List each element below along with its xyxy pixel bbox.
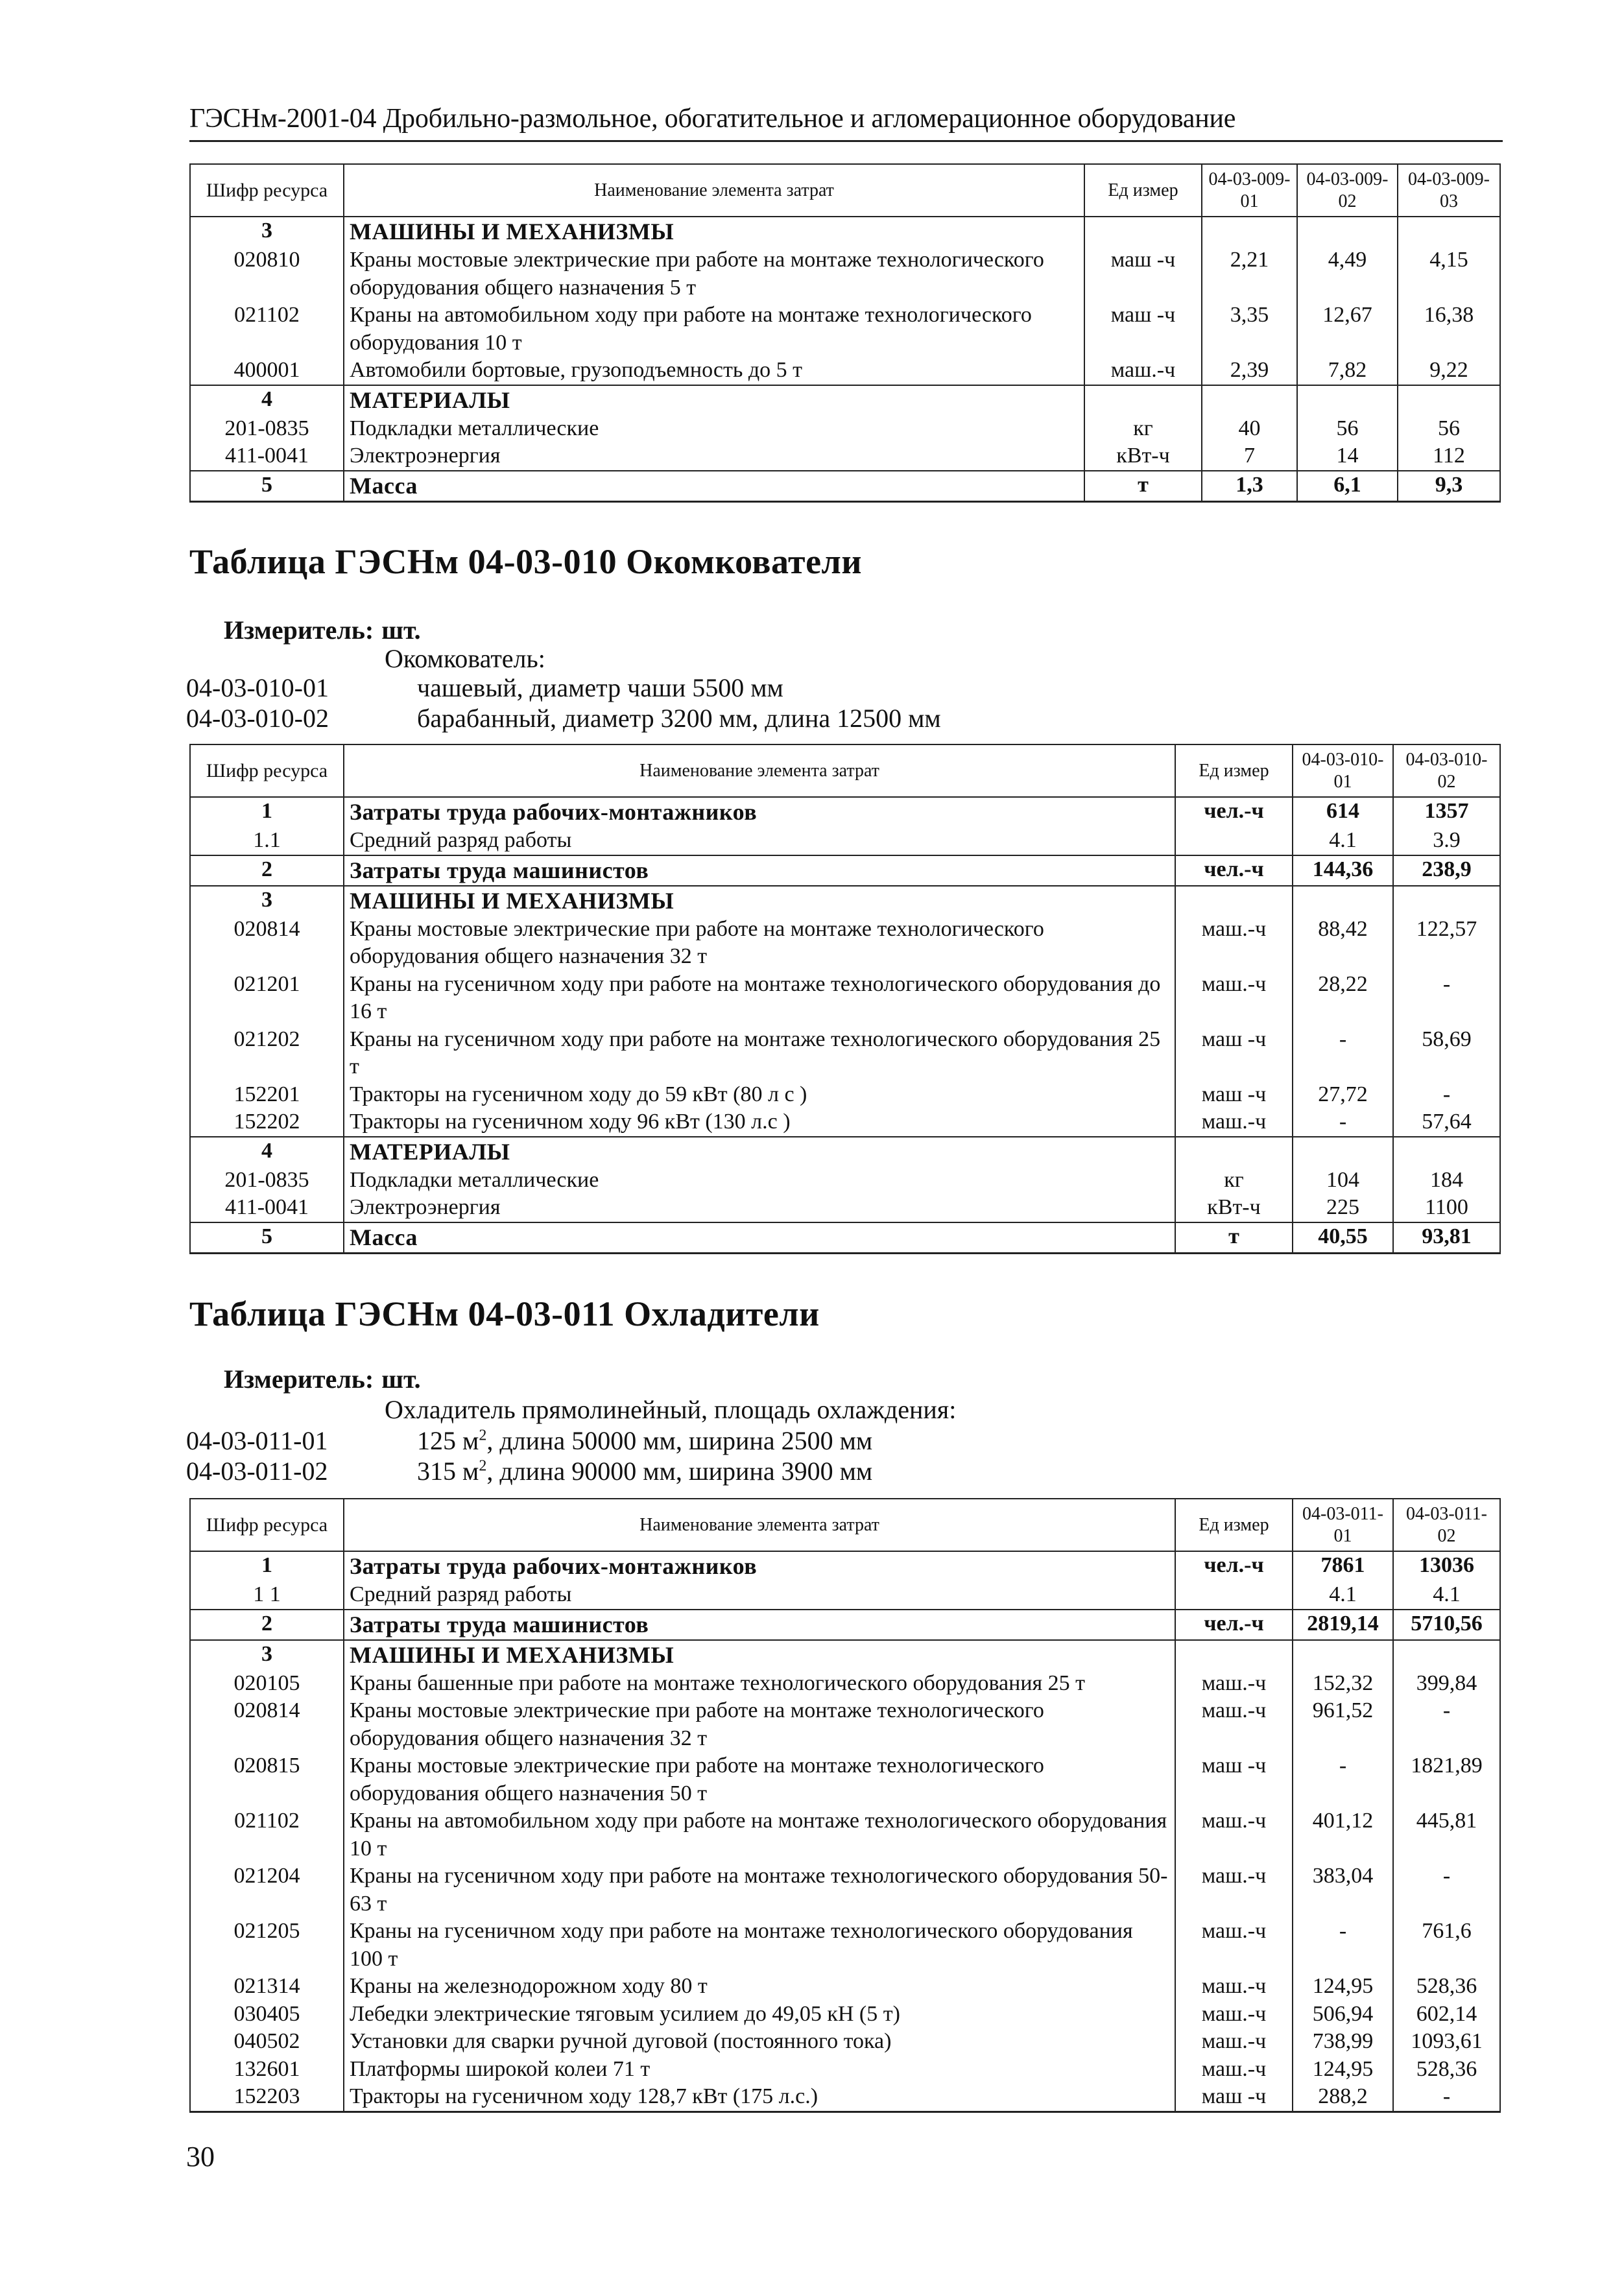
value-cell: - <box>1393 2083 1500 2112</box>
section-row <box>190 1222 1500 1254</box>
value-cell: 506,94 <box>1293 2001 1393 2029</box>
value-cell: - <box>1393 1862 1500 1918</box>
column-header-name: Наименование элемента затрат <box>344 744 1175 797</box>
column-header-code: Шифр ресурса <box>190 744 344 797</box>
unit-cell: маш.-ч <box>1175 1807 1293 1862</box>
table-row <box>190 2056 1500 2084</box>
value-cell: 104 <box>1293 1167 1393 1195</box>
value-cell <box>1293 1137 1393 1167</box>
section-row <box>190 1551 1500 1581</box>
resource-code-cell: 1 <box>190 797 344 827</box>
unit-cell: маш -ч <box>1175 1752 1293 1807</box>
table-row <box>190 1167 1500 1195</box>
variant-description: 125 $м^2$, длина 50000 мм, ширина 2500 мм <box>417 1426 873 1455</box>
table-row <box>190 357 1500 385</box>
resource-name-cell: МАТЕРИАЛЫ <box>344 1137 1175 1167</box>
resource-code-cell: 021205 <box>190 1918 344 1973</box>
resource-code-cell: 132601 <box>190 2056 344 2084</box>
value-cell: 6,1 <box>1297 471 1398 502</box>
column-header-unit: Ед измер <box>1175 744 1293 797</box>
section-row <box>190 385 1500 415</box>
variant-intro: Окомкователь: <box>385 644 545 673</box>
resource-code-cell: 152202 <box>190 1108 344 1137</box>
column-header-variant: 04-03-009-02 <box>1297 164 1398 217</box>
resource-code-cell: 4 <box>190 1137 344 1167</box>
resource-code-cell: 201-0835 <box>190 415 344 443</box>
variant-line <box>186 1456 872 1486</box>
unit-cell: маш -ч <box>1175 2083 1293 2112</box>
unit-cell: чел.-ч <box>1175 855 1293 886</box>
resource-code-cell: 020810 <box>190 246 344 302</box>
value-cell <box>1202 385 1297 415</box>
resource-name-cell: Масса <box>344 1222 1175 1254</box>
value-cell: - <box>1393 971 1500 1026</box>
unit-cell: т <box>1084 471 1202 502</box>
variant-intro: Охладитель прямолинейный, площадь охлаждения: <box>385 1395 957 1424</box>
value-cell: 88,42 <box>1293 916 1393 971</box>
table-row <box>190 2028 1500 2056</box>
resource-name-cell: Подкладки металлические <box>344 1167 1175 1195</box>
value-cell: 761,6 <box>1393 1918 1500 1973</box>
value-cell: 4.1 <box>1393 1581 1500 1610</box>
resource-code-cell: 152203 <box>190 2083 344 2112</box>
value-cell: - <box>1393 1081 1500 1109</box>
column-header-variant: 04-03-011-02 <box>1393 1499 1500 1551</box>
table-title: Таблица ГЭСНм 04-03-010 Окомкователи <box>189 542 862 581</box>
unit-cell: маш.-ч <box>1175 971 1293 1026</box>
unit-cell <box>1175 1640 1293 1670</box>
unit-cell: чел.-ч <box>1175 1551 1293 1581</box>
section-row <box>190 886 1500 916</box>
column-header-name: Наименование элемента затрат <box>344 1499 1175 1551</box>
resource-name-cell: Электроэнергия <box>344 442 1084 471</box>
variant-line <box>186 703 941 733</box>
table-row <box>190 827 1500 855</box>
meter-line <box>224 1364 421 1394</box>
resource-name-cell: Тракторы на гусеничном ходу 128,7 кВт (175 л.с.) <box>344 2083 1175 2112</box>
column-header-unit: Ед измер <box>1084 164 1202 217</box>
column-header-unit: Ед измер <box>1175 1499 1293 1551</box>
value-cell: 3.9 <box>1393 827 1500 855</box>
resource-name-cell: Краны на гусеничном ходу при работе на монтаже технологического оборудования 25 т <box>344 1026 1175 1081</box>
resource-code-cell: 020814 <box>190 916 344 971</box>
unit-cell: кВт-ч <box>1175 1194 1293 1222</box>
unit-cell: маш.-ч <box>1175 1697 1293 1752</box>
value-cell: 9,22 <box>1398 357 1500 385</box>
unit-cell <box>1175 1137 1293 1167</box>
page-number: 30 <box>186 2141 215 2172</box>
resource-code-cell: 021202 <box>190 1026 344 1081</box>
unit-cell: маш -ч <box>1175 1081 1293 1109</box>
value-cell: 2819,14 <box>1293 1610 1393 1640</box>
resource-code-cell: 4 <box>190 385 344 415</box>
resource-name-cell: Краны мостовые электрические при работе на монтаже технологического оборудования общего назначения 32 т <box>344 1697 1175 1752</box>
resource-code-cell: 1 1 <box>190 1581 344 1610</box>
value-cell: 445,81 <box>1393 1807 1500 1862</box>
value-cell <box>1297 385 1398 415</box>
resource-name-cell: Затраты труда машинистов <box>344 855 1175 886</box>
value-cell: 16,38 <box>1398 302 1500 357</box>
value-cell: 1821,89 <box>1393 1752 1500 1807</box>
value-cell: 1100 <box>1393 1194 1500 1222</box>
unit-cell: маш -ч <box>1084 246 1202 302</box>
value-cell <box>1398 217 1500 246</box>
value-cell: 9,3 <box>1398 471 1500 502</box>
resource-name-cell: Затраты труда рабочих-монтажников <box>344 1551 1175 1581</box>
section-row <box>190 797 1500 827</box>
section-row <box>190 471 1500 502</box>
table-row <box>190 1697 1500 1752</box>
value-cell: 56 <box>1398 415 1500 443</box>
value-cell <box>1393 886 1500 916</box>
table-header-row <box>190 744 1500 797</box>
unit-cell <box>1175 886 1293 916</box>
variant-description: барабанный, диаметр 3200 мм, длина 12500 мм <box>417 704 941 733</box>
table-row <box>190 1670 1500 1698</box>
value-cell: 1093,61 <box>1393 2028 1500 2056</box>
value-cell: 238,9 <box>1393 855 1500 886</box>
value-cell: 144,36 <box>1293 855 1393 886</box>
value-cell: 14 <box>1297 442 1398 471</box>
resource-code-cell: 1 <box>190 1551 344 1581</box>
resource-name-cell: Затраты труда рабочих-монтажников <box>344 797 1175 827</box>
resource-code-cell: 411-0041 <box>190 1194 344 1222</box>
resource-code-cell: 400001 <box>190 357 344 385</box>
resource-code-cell: 152201 <box>190 1081 344 1109</box>
resource-name-cell: Масса <box>344 471 1084 502</box>
value-cell: 1357 <box>1393 797 1500 827</box>
resource-code-cell: 5 <box>190 471 344 502</box>
unit-cell: маш.-ч <box>1175 1918 1293 1973</box>
resource-name-cell: Тракторы на гусеничном ходу 96 кВт (130 л.с ) <box>344 1108 1175 1137</box>
table-row <box>190 1973 1500 2001</box>
value-cell: 1,3 <box>1202 471 1297 502</box>
resource-code-cell: 021201 <box>190 971 344 1026</box>
resource-name-cell: Средний разряд работы <box>344 827 1175 855</box>
resource-code-cell: 3 <box>190 886 344 916</box>
unit-cell: маш -ч <box>1084 302 1202 357</box>
column-header-variant: 04-03-009-03 <box>1398 164 1500 217</box>
value-cell: 12,67 <box>1297 302 1398 357</box>
resource-name-cell: Подкладки металлические <box>344 415 1084 443</box>
table-row <box>190 916 1500 971</box>
value-cell: - <box>1393 1697 1500 1752</box>
resource-code-cell: 411-0041 <box>190 442 344 471</box>
value-cell: 2,39 <box>1202 357 1297 385</box>
table-row <box>190 1807 1500 1862</box>
column-header-variant: 04-03-011-01 <box>1293 1499 1393 1551</box>
value-cell: 2,21 <box>1202 246 1297 302</box>
table-row <box>190 1081 1500 1109</box>
unit-cell: кВт-ч <box>1084 442 1202 471</box>
table-header-row <box>190 164 1500 217</box>
value-cell: 93,81 <box>1393 1222 1500 1254</box>
resource-code-cell: 021102 <box>190 302 344 357</box>
meter-label: Измеритель: <box>224 1364 374 1394</box>
resource-code-cell: 040502 <box>190 2028 344 2056</box>
resource-name-cell: Электроэнергия <box>344 1194 1175 1222</box>
variant-code: 04-03-011-01 <box>186 1426 328 1455</box>
resource-name-cell: Краны на автомобильном ходу при работе на монтаже технологического оборудования 10 т <box>344 1807 1175 1862</box>
table-row <box>190 1918 1500 1973</box>
unit-cell: маш.-ч <box>1175 916 1293 971</box>
unit-cell <box>1084 385 1202 415</box>
value-cell: 288,2 <box>1293 2083 1393 2112</box>
value-cell <box>1398 385 1500 415</box>
value-cell <box>1293 886 1393 916</box>
value-cell: 4,15 <box>1398 246 1500 302</box>
value-cell: 401,12 <box>1293 1807 1393 1862</box>
resource-code-cell: 2 <box>190 855 344 886</box>
resource-name-cell: Краны на гусеничном ходу при работе на монтаже технологического оборудования 100 т <box>344 1918 1175 1973</box>
table-row <box>190 1862 1500 1918</box>
unit-cell: маш.-ч <box>1175 1670 1293 1698</box>
unit-cell: маш.-ч <box>1175 1108 1293 1137</box>
variant-description: 315 $м^2$, длина 90000 мм, ширина 3900 мм <box>417 1457 873 1486</box>
value-cell <box>1393 1640 1500 1670</box>
value-cell: 27,72 <box>1293 1081 1393 1109</box>
resource-code-cell: 021314 <box>190 1973 344 2001</box>
variant-code: 04-03-010-01 <box>186 673 329 702</box>
resource-name-cell: МАШИНЫ И МЕХАНИЗМЫ <box>344 217 1084 246</box>
resource-name-cell: Краны мостовые электрические при работе на монтаже технологического оборудования общего назначения 5 т <box>344 246 1084 302</box>
value-cell: 28,22 <box>1293 971 1393 1026</box>
unit-cell <box>1084 217 1202 246</box>
section-row <box>190 1640 1500 1670</box>
resource-code-cell: 030405 <box>190 2001 344 2029</box>
variant-description: чашевый, диаметр чаши 5500 мм <box>417 673 783 702</box>
resource-name-cell: МАШИНЫ И МЕХАНИЗМЫ <box>344 886 1175 916</box>
value-cell <box>1393 1137 1500 1167</box>
table-row <box>190 1194 1500 1222</box>
unit-cell: маш.-ч <box>1175 2028 1293 2056</box>
table-title: Таблица ГЭСНм 04-03-011 Охладители <box>189 1294 820 1333</box>
resource-name-cell: Средний разряд работы <box>344 1581 1175 1610</box>
value-cell <box>1293 1640 1393 1670</box>
unit-cell: кг <box>1084 415 1202 443</box>
table-row <box>190 442 1500 471</box>
value-cell: 614 <box>1293 797 1393 827</box>
unit-cell <box>1175 827 1293 855</box>
value-cell: 13036 <box>1393 1551 1500 1581</box>
table-row <box>190 1108 1500 1137</box>
value-cell: 528,36 <box>1393 2056 1500 2084</box>
value-cell: 528,36 <box>1393 1973 1500 2001</box>
resource-name-cell: Краны на автомобильном ходу при работе на монтаже технологического оборудования 10 т <box>344 302 1084 357</box>
table-row <box>190 2083 1500 2112</box>
unit-cell: маш.-ч <box>1175 2056 1293 2084</box>
table-row <box>190 1581 1500 1610</box>
section-row <box>190 217 1500 246</box>
resource-name-cell: Краны на гусеничном ходу при работе на монтаже технологического оборудования 50-63 т <box>344 1862 1175 1918</box>
resource-name-cell: Краны на гусеничном ходу при работе на монтаже технологического оборудования до 16 т <box>344 971 1175 1026</box>
unit-cell: маш -ч <box>1175 1026 1293 1081</box>
value-cell: 58,69 <box>1393 1026 1500 1081</box>
unit-cell: чел.-ч <box>1175 1610 1293 1640</box>
section-row <box>190 1137 1500 1167</box>
resource-code-cell: 020105 <box>190 1670 344 1698</box>
table-row <box>190 415 1500 443</box>
value-cell: 5710,56 <box>1393 1610 1500 1640</box>
value-cell <box>1202 217 1297 246</box>
resource-name-cell: Лебедки электрические тяговым усилием до 49,05 кН (5 т) <box>344 2001 1175 2029</box>
table-row <box>190 2001 1500 2029</box>
resource-code-cell: 201-0835 <box>190 1167 344 1195</box>
value-cell: 4.1 <box>1293 1581 1393 1610</box>
value-cell: 40,55 <box>1293 1222 1393 1254</box>
value-cell: 399,84 <box>1393 1670 1500 1698</box>
resource-name-cell: Тракторы на гусеничном ходу до 59 кВт (80 л с ) <box>344 1081 1175 1109</box>
resource-table-04-03-009 <box>189 163 1501 503</box>
variant-line <box>186 672 783 703</box>
value-cell: 112 <box>1398 442 1500 471</box>
meter-value: шт. <box>381 615 421 645</box>
resource-code-cell: 3 <box>190 217 344 246</box>
variant-code: 04-03-011-02 <box>186 1457 328 1486</box>
resource-code-cell: 021102 <box>190 1807 344 1862</box>
value-cell: 4.1 <box>1293 827 1393 855</box>
resource-name-cell: МАТЕРИАЛЫ <box>344 385 1084 415</box>
variant-code: 04-03-010-02 <box>186 704 329 733</box>
unit-cell: кг <box>1175 1167 1293 1195</box>
value-cell: 7 <box>1202 442 1297 471</box>
section-row <box>190 855 1500 886</box>
value-cell: 961,52 <box>1293 1697 1393 1752</box>
column-header-variant: 04-03-010-01 <box>1293 744 1393 797</box>
resource-name-cell: Платформы широкой колеи 71 т <box>344 2056 1175 2084</box>
table-row <box>190 302 1500 357</box>
value-cell: 7861 <box>1293 1551 1393 1581</box>
column-header-code: Шифр ресурса <box>190 164 344 217</box>
value-cell: 124,95 <box>1293 1973 1393 2001</box>
value-cell: 383,04 <box>1293 1862 1393 1918</box>
value-cell: 57,64 <box>1393 1108 1500 1137</box>
table-row <box>190 246 1500 302</box>
resource-name-cell: МАШИНЫ И МЕХАНИЗМЫ <box>344 1640 1175 1670</box>
table-header-row <box>190 1499 1500 1551</box>
value-cell: 40 <box>1202 415 1297 443</box>
value-cell: 602,14 <box>1393 2001 1500 2029</box>
value-cell: - <box>1293 1026 1393 1081</box>
resource-name-cell: Краны мостовые электрические при работе на монтаже технологического оборудования общего назначения 32 т <box>344 916 1175 971</box>
value-cell: 225 <box>1293 1194 1393 1222</box>
resource-code-cell: 020814 <box>190 1697 344 1752</box>
resource-name-cell: Краны на железнодорожном ходу 80 т <box>344 1973 1175 2001</box>
running-header: ГЭСНм-2001-04 Дробильно-размольное, обогатительное и агломерационное оборудование <box>189 102 1503 142</box>
table-row <box>190 1752 1500 1807</box>
unit-cell: маш.-ч <box>1175 2001 1293 2029</box>
variant-line <box>186 1425 872 1456</box>
column-header-variant: 04-03-009-01 <box>1202 164 1297 217</box>
value-cell: 152,32 <box>1293 1670 1393 1698</box>
unit-cell: т <box>1175 1222 1293 1254</box>
value-cell <box>1297 217 1398 246</box>
resource-table-04-03-010 <box>189 744 1501 1254</box>
unit-cell: маш.-ч <box>1084 357 1202 385</box>
unit-cell: маш.-ч <box>1175 1862 1293 1918</box>
value-cell: 122,57 <box>1393 916 1500 971</box>
value-cell: - <box>1293 1752 1393 1807</box>
value-cell: 3,35 <box>1202 302 1297 357</box>
resource-code-cell: 021204 <box>190 1862 344 1918</box>
value-cell: 124,95 <box>1293 2056 1393 2084</box>
resource-code-cell: 3 <box>190 1640 344 1670</box>
unit-cell <box>1175 1581 1293 1610</box>
value-cell: - <box>1293 1108 1393 1137</box>
table-row <box>190 971 1500 1026</box>
resource-name-cell: Установки для сварки ручной дуговой (постоянного тока) <box>344 2028 1175 2056</box>
meter-line <box>224 615 421 645</box>
table-row <box>190 1026 1500 1081</box>
resource-code-cell: 5 <box>190 1222 344 1254</box>
resource-code-cell: 1.1 <box>190 827 344 855</box>
unit-cell: маш.-ч <box>1175 1973 1293 2001</box>
resource-name-cell: Автомобили бортовые, грузоподъемность до 5 т <box>344 357 1084 385</box>
resource-name-cell: Затраты труда машинистов <box>344 1610 1175 1640</box>
resource-name-cell: Краны башенные при работе на монтаже технологического оборудования 25 т <box>344 1670 1175 1698</box>
value-cell: 56 <box>1297 415 1398 443</box>
column-header-name: Наименование элемента затрат <box>344 164 1084 217</box>
resource-name-cell: Краны мостовые электрические при работе на монтаже технологического оборудования общего назначения 50 т <box>344 1752 1175 1807</box>
value-cell: 7,82 <box>1297 357 1398 385</box>
value-cell: 738,99 <box>1293 2028 1393 2056</box>
resource-code-cell: 2 <box>190 1610 344 1640</box>
value-cell: - <box>1293 1918 1393 1973</box>
column-header-variant: 04-03-010-02 <box>1393 744 1500 797</box>
unit-cell: чел.-ч <box>1175 797 1293 827</box>
column-header-code: Шифр ресурса <box>190 1499 344 1551</box>
meter-value: шт. <box>381 1364 421 1394</box>
resource-table-04-03-011 <box>189 1498 1501 2113</box>
meter-label: Измеритель: <box>224 615 374 645</box>
value-cell: 4,49 <box>1297 246 1398 302</box>
resource-code-cell: 020815 <box>190 1752 344 1807</box>
value-cell: 184 <box>1393 1167 1500 1195</box>
section-row <box>190 1610 1500 1640</box>
